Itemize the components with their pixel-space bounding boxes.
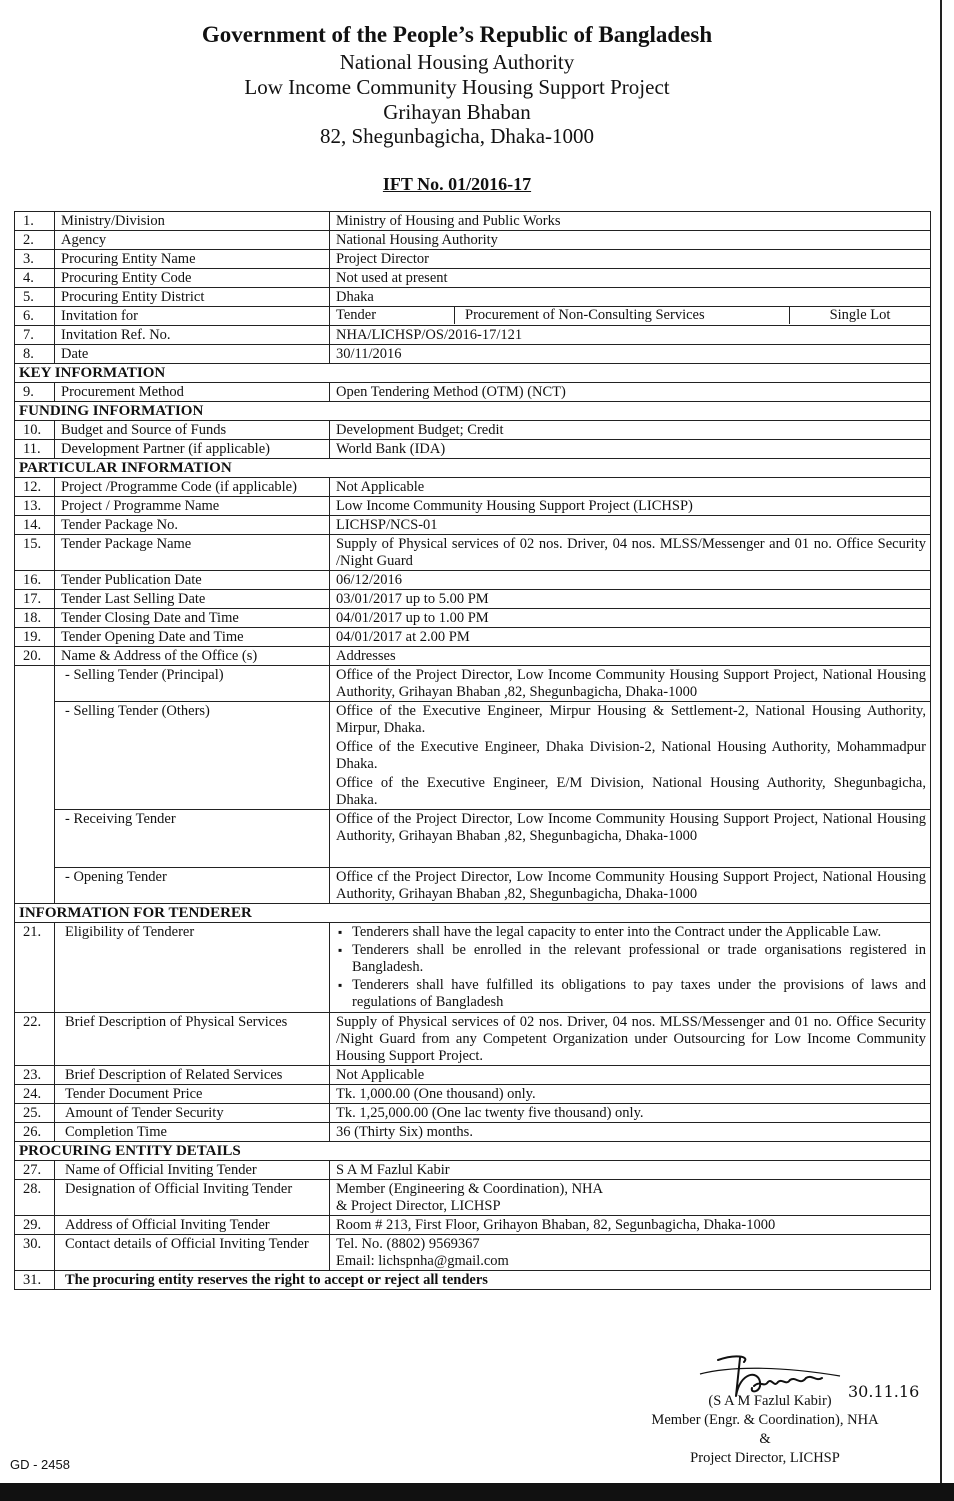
section-funding-information: FUNDING INFORMATION <box>15 402 931 421</box>
header-address: 82, Shegunbagicha, Dhaka-1000 <box>319 124 595 148</box>
row-label: Project / Programme Name <box>55 497 330 516</box>
row-value: 04/01/2017 up to 1.00 PM <box>330 609 931 628</box>
row-label: Tender Opening Date and Time <box>55 628 330 647</box>
signatory-name: (S A M Fazlul Kabir) <box>708 1393 832 1409</box>
row-label: Tender Package Name <box>55 535 330 571</box>
row-label: - Opening Tender <box>55 868 330 904</box>
row-number: 18. <box>15 609 55 628</box>
row-label: Brief Description of Related Services <box>55 1066 330 1085</box>
table-row <box>15 1235 931 1271</box>
header-project: Low Income Community Housing Support Project <box>244 75 670 99</box>
row-number: 1. <box>15 212 55 231</box>
row-value <box>330 923 931 1013</box>
designation-line: & Project Director, LICHSP <box>336 1198 501 1214</box>
section-header <box>15 402 931 421</box>
table-row <box>15 1123 931 1142</box>
row-value: Tk. 1,25,000.00 (One lac twenty five thousand) only. <box>330 1104 931 1123</box>
row-label: - Selling Tender (Others) <box>55 702 330 810</box>
row-number: 17. <box>15 590 55 609</box>
reservation-statement: The procuring entity reserves the right to accept or reject all tenders <box>55 1271 931 1290</box>
row-value: National Housing Authority <box>330 231 931 250</box>
row-label: Development Partner (if applicable) <box>55 440 330 459</box>
signatory-designation: Member (Engr. & Coordination), NHA <box>651 1412 879 1428</box>
table-row <box>15 345 931 364</box>
row-value: Tk. 1,000.00 (One thousand) only. <box>330 1085 931 1104</box>
row-number: 21. <box>15 923 55 1013</box>
row-value: Low Income Community Housing Support Project (LICHSP) <box>330 497 931 516</box>
table-row <box>15 666 931 702</box>
contact-email: Email: lichspnha@gmail.com <box>336 1253 509 1269</box>
table-row <box>15 609 931 628</box>
row-value: Not used at present <box>330 269 931 288</box>
row-label: Procurement Method <box>55 383 330 402</box>
table-row <box>15 1013 931 1066</box>
row-label: Procuring Entity Code <box>55 269 330 288</box>
table-row <box>15 1216 931 1235</box>
footer-code: GD - 2458 <box>10 1457 70 1472</box>
row-value: Office of the Project Director, Low Income Community Housing Support Project, National Housing Authority, Grihayan Bhaban ,82, Shegunbagicha, Dhaka-1000 <box>330 810 931 868</box>
row-value <box>330 702 931 810</box>
row-label: Name & Address of the Office (s) <box>55 647 330 666</box>
row-value: Addresses <box>330 647 931 666</box>
row-label: Eligibility of Tenderer <box>55 923 330 1013</box>
invitation-type: Tender <box>336 307 455 324</box>
row-number: 26. <box>15 1123 55 1142</box>
row-label: Invitation for <box>55 307 330 326</box>
row-number: 14. <box>15 516 55 535</box>
row-label: Agency <box>55 231 330 250</box>
ift-number: IFT No. 01/2016-17 <box>382 174 532 194</box>
row-number: 4. <box>15 269 55 288</box>
table-row <box>15 868 931 904</box>
row-number: 27. <box>15 1161 55 1180</box>
list-item: ▪ Tenderers shall be enrolled in the relevant professional or trade organisations registered in Bangladesh. <box>352 942 926 976</box>
table-row <box>15 516 931 535</box>
table-row <box>15 326 931 345</box>
row-number: 10. <box>15 421 55 440</box>
table-row <box>15 421 931 440</box>
table-row <box>15 571 931 590</box>
table-row <box>15 1161 931 1180</box>
row-number: 24. <box>15 1085 55 1104</box>
header-building: Grihayan Bhaban <box>383 100 531 124</box>
address-line: Office of the Executive Engineer, E/M Division, National Housing Authority, Shegunbagicha, Dhaka. <box>336 775 926 808</box>
table-row <box>15 231 931 250</box>
row-value: NHA/LICHSP/OS/2016-17/121 <box>330 326 931 345</box>
row-number: 15. <box>15 535 55 571</box>
row-number: 6. <box>15 307 55 326</box>
section-header <box>15 364 931 383</box>
signatory-ampersand: & <box>759 1431 771 1447</box>
row-number: 2. <box>15 231 55 250</box>
table-row <box>15 1180 931 1216</box>
row-number: 19. <box>15 628 55 647</box>
row-number: 30. <box>15 1235 55 1271</box>
row-value: 04/01/2017 at 2.00 PM <box>330 628 931 647</box>
row-label: Date <box>55 345 330 364</box>
row-label: Tender Closing Date and Time <box>55 609 330 628</box>
row-number: 7. <box>15 326 55 345</box>
section-header <box>15 459 931 478</box>
row-number: 13. <box>15 497 55 516</box>
table-row <box>15 647 931 666</box>
row-value <box>330 1180 931 1216</box>
section-key-information: KEY INFORMATION <box>15 364 931 383</box>
section-particular-information: PARTICULAR INFORMATION <box>15 459 931 478</box>
address-line: Office of the Executive Engineer, Dhaka Division-2, National Housing Authority, Mohammadpur Dhaka. <box>336 739 926 772</box>
table-row <box>15 383 931 402</box>
list-item: ▪ Tenderers shall have fulfilled its obligations to pay taxes under the provisions of laws and regulations of Bangladesh <box>352 977 926 1011</box>
section-information-for-tenderer: INFORMATION FOR TENDERER <box>15 904 931 923</box>
designation-line: Member (Engineering & Coordination), NHA <box>336 1181 603 1197</box>
row-value <box>330 1235 931 1271</box>
row-label: Brief Description of Physical Services <box>55 1013 330 1066</box>
table-row <box>15 535 931 571</box>
row-number: 8. <box>15 345 55 364</box>
table-row <box>15 810 931 868</box>
header-authority: National Housing Authority <box>339 50 575 74</box>
row-value: World Bank (IDA) <box>330 440 931 459</box>
row-number: 23. <box>15 1066 55 1085</box>
row-label: Project /Programme Code (if applicable) <box>55 478 330 497</box>
row-value: Project Director <box>330 250 931 269</box>
row-label: Procuring Entity District <box>55 288 330 307</box>
scan-bottom-edge <box>0 1483 954 1501</box>
row-label: Invitation Ref. No. <box>55 326 330 345</box>
row-label: Procuring Entity Name <box>55 250 330 269</box>
header-government: Government of the People’s Republic of Bangladesh <box>201 22 713 47</box>
row-label: Ministry/Division <box>55 212 330 231</box>
row-value: Development Budget; Credit <box>330 421 931 440</box>
row-value: Open Tendering Method (OTM) (NCT) <box>330 383 931 402</box>
row-label: Address of Official Inviting Tender <box>55 1216 330 1235</box>
row-value: 03/01/2017 up to 5.00 PM <box>330 590 931 609</box>
table-row <box>15 923 931 1013</box>
row-value: LICHSP/NCS-01 <box>330 516 931 535</box>
table-row <box>15 702 931 810</box>
eligibility-list <box>336 924 926 1011</box>
row-number: 3. <box>15 250 55 269</box>
row-number: 12. <box>15 478 55 497</box>
row-value: S A M Fazlul Kabir <box>330 1161 931 1180</box>
table-row <box>15 628 931 647</box>
section-procuring-entity-details: PROCURING ENTITY DETAILS <box>15 1142 931 1161</box>
table-row <box>15 1104 931 1123</box>
table-row <box>15 288 931 307</box>
address-line: Office of the Executive Engineer, Mirpur Housing & Settlement-2, National Housing Authority, Mirpur, Dhaka. <box>336 703 926 736</box>
row-value: Ministry of Housing and Public Works <box>330 212 931 231</box>
row-value: Office of the Project Director, Low Income Community Housing Support Project, National Housing Authority, Grihayan Bhaban ,82, Shegunbagicha, Dhaka-1000 <box>330 666 931 702</box>
row-value: Not Applicable <box>330 478 931 497</box>
row-label: Tender Document Price <box>55 1085 330 1104</box>
row-label: Completion Time <box>55 1123 330 1142</box>
page-border-right <box>940 0 942 1490</box>
row-value: Supply of Physical services of 02 nos. Driver, 04 nos. MLSS/Messenger and 01 no. Office Security /Night Guard from any Competent Organization under Outsourcing for Low Income Community Housing Support Project. <box>330 1013 931 1066</box>
table-row-invitation <box>15 307 931 326</box>
table-row <box>15 440 931 459</box>
signatory-designation-2: Project Director, LICHSP <box>690 1450 840 1466</box>
row-label: Name of Official Inviting Tender <box>55 1161 330 1180</box>
row-value: Dhaka <box>330 288 931 307</box>
table-row <box>15 250 931 269</box>
row-value: Office cf the Project Director, Low Income Community Housing Support Project, National Housing Authority, Grihayan Bhaban ,82, Shegunbagicha, Dhaka-1000 <box>330 868 931 904</box>
table-row <box>15 590 931 609</box>
row-number: 5. <box>15 288 55 307</box>
tender-notice-table <box>14 211 931 1290</box>
row-value: 06/12/2016 <box>330 571 931 590</box>
row-number: 16. <box>15 571 55 590</box>
row-label: Tender Package No. <box>55 516 330 535</box>
row-number: 20. <box>15 647 55 666</box>
section-header <box>15 904 931 923</box>
row-value: Room # 213, First Floor, Grihayon Bhaban, 82, Segunbagicha, Dhaka-1000 <box>330 1216 931 1235</box>
row-label: - Receiving Tender <box>55 810 330 868</box>
section-header <box>15 1142 931 1161</box>
row-value <box>330 307 931 326</box>
row-number: 9. <box>15 383 55 402</box>
invitation-lot: Single Lot <box>829 307 891 323</box>
table-row <box>15 478 931 497</box>
table-row <box>15 497 931 516</box>
table-row <box>15 1271 931 1290</box>
row-label: Amount of Tender Security <box>55 1104 330 1123</box>
table-row <box>15 269 931 288</box>
row-number: 29. <box>15 1216 55 1235</box>
row-number: 31. <box>15 1271 55 1290</box>
row-number: 11. <box>15 440 55 459</box>
row-label: - Selling Tender (Principal) <box>55 666 330 702</box>
table-row <box>15 1066 931 1085</box>
row-label: Designation of Official Inviting Tender <box>55 1180 330 1216</box>
signature-date: 30.11.16 <box>848 1382 920 1401</box>
row-value: Not Applicable <box>330 1066 931 1085</box>
contact-phone: Tel. No. (8802) 9569367 <box>336 1236 480 1252</box>
row-number: 22. <box>15 1013 55 1066</box>
row-value: 36 (Thirty Six) months. <box>330 1123 931 1142</box>
table-row <box>15 1085 931 1104</box>
list-item: ▪ Tenderers shall have the legal capacity to enter into the Contract under the Applicable Law. <box>352 924 926 941</box>
row-number: 25. <box>15 1104 55 1123</box>
row-value: Supply of Physical services of 02 nos. Driver, 04 nos. MLSS/Messenger and 01 no. Office Security /Night Guard <box>330 535 931 571</box>
invitation-description: Procurement of Non-Consulting Services <box>455 307 790 324</box>
row-label: Tender Publication Date <box>55 571 330 590</box>
row-label: Tender Last Selling Date <box>55 590 330 609</box>
row-number: 28. <box>15 1180 55 1216</box>
row-value: 30/11/2016 <box>330 345 931 364</box>
row-label: Budget and Source of Funds <box>55 421 330 440</box>
row-label: Contact details of Official Inviting Tender <box>55 1235 330 1271</box>
table-row <box>15 212 931 231</box>
